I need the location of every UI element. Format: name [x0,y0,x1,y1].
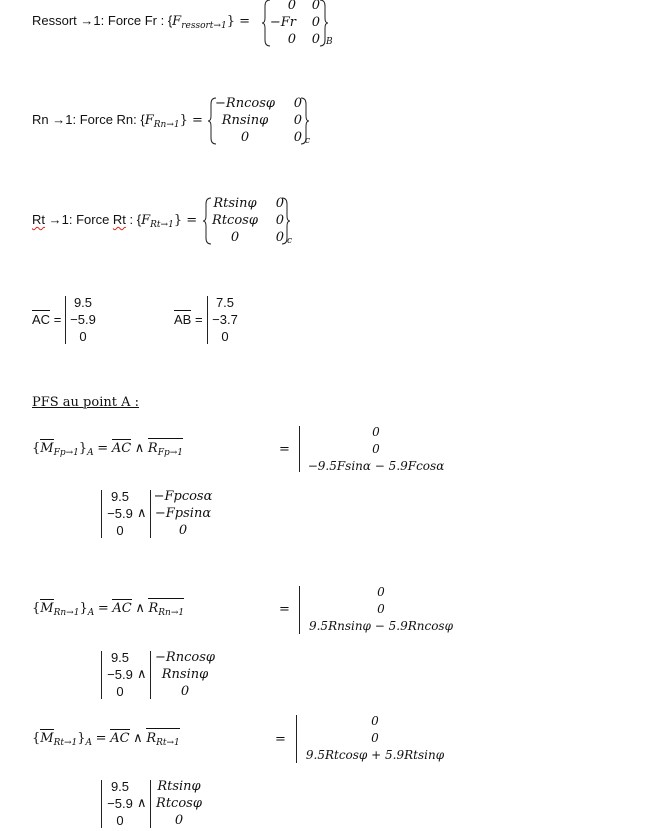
moment-fp-left-z: 0 [116,523,124,538]
moment-rn-right-x: −Rncosφ [155,650,215,665]
moment-rt-lhs: $\{M_{Rt\to 1}\}_A$ = AC ∧ $R_{Rt\to 1}$ [32,730,180,748]
moment-fp-left-x: 9.5 [110,489,130,504]
vector-ab-label [174,312,203,327]
moment-rt-right-y: Rtcosφ [156,796,202,811]
moment-rt-result-y: 0 [371,731,379,745]
rt-force-eq: } = [173,213,198,228]
moment-rn-left-col [103,649,137,700]
moment-rn-rsub: Rn→1 [158,608,185,618]
moment-rn-point: A [87,608,95,618]
rt-c1-r1: Rtsinφ [213,196,257,211]
vector-ac-y: −5.9 [70,312,96,327]
vector-ac-z: 0 [79,329,87,344]
moment-rn-r: R [148,601,159,616]
moment-rt-left-x: 9.5 [110,779,130,794]
rt-c2-r1: 0 [275,196,284,211]
moment-fp-right-col [152,488,214,539]
moment-fp-r: R [147,441,158,456]
moment-fp-point: A [87,448,94,458]
moment-rn-right-col [152,649,218,700]
moment-rt-result-z: 9.5Rtcosφ + 5.9Rtsinφ [305,748,445,762]
moment-rn-result-x: 0 [377,585,385,599]
ressort-col1 [268,0,296,48]
moment-fp-rsub: Fp→1 [157,448,183,458]
rt-force-symbol: F [141,213,151,228]
moment-fp-sub: Fp→1 [53,448,79,458]
moment-rt-right-z: 0 [174,813,184,828]
rn-force-title: 1: Force Rn: { [65,112,145,127]
moment-fp-cross: ∧ [137,506,147,521]
vector-ac-values [67,294,99,345]
moment-fp-m: M [40,441,54,456]
moment-rn-right-y: Rnsinφ [161,667,209,682]
moment-fp-result-bar [299,426,300,472]
rt-c1-r3: 0 [230,230,240,245]
ressort-c1-r1: 0 [287,0,296,13]
moment-fp-left-y: −5.9 [107,506,133,521]
moment-rn-wedge: ∧ [135,601,145,616]
rn-point: c [305,136,311,146]
rt-c2-r3: 0 [275,230,284,245]
moment-fp-eq1: = [97,441,109,456]
ressort-force-title: 1: Force Fr : { [93,13,173,28]
moment-rn-cross: ∧ [137,667,147,682]
vector-ac-bar [65,296,66,344]
moment-fp-eq2: = [279,442,290,457]
moment-rt-result [298,713,452,764]
moment-fp-result [301,424,451,475]
rn-label: Rn [32,112,49,127]
moment-rn-lhs: $\{M_{Rn\to 1}\}_A$ = AC ∧ $R_{Rn\to 1}$ [32,600,184,618]
rn-c1-r1: −Rncosφ [215,96,275,111]
vector-ac-label [32,312,61,327]
moment-rt-left-z: 0 [116,813,124,828]
vector-ac-x: 9.5 [73,295,93,310]
vector-ab-x: 7.5 [215,295,235,310]
rt-col1 [208,195,262,246]
moment-rt-rsub: Rt→1 [156,738,180,748]
moment-rn-left-bar [101,651,102,699]
moment-rt-left-col [103,778,137,829]
rt-force-line [32,212,197,230]
moment-fp-left-bar [101,490,102,538]
moment-fp-result-x: 0 [372,425,380,439]
moment-rn-sub: Rn→1 [53,608,80,618]
moment-rn-left-y: −5.9 [107,667,133,682]
rn-col1 [212,95,278,146]
rn-c1-r3: 0 [240,130,250,145]
rt-c1-r2: Rtcosφ [212,213,258,228]
moment-fp-right-z: 0 [178,523,188,538]
moment-rt-result-x: 0 [371,714,379,728]
vector-ab-y: −3.7 [212,312,238,327]
rn-force-eq: } = [179,113,203,128]
rn-c2-r1: 0 [293,96,302,111]
rn-force-line [32,112,203,130]
ressort-point: B [326,37,333,47]
ressort-force-sub: ressort→1 [181,21,227,31]
moment-rt-ac: AC [110,731,130,746]
moment-fp-left-col [103,488,137,539]
moment-rt-right-bar [150,780,151,828]
ressort-c2-r1: 0 [311,0,320,13]
moment-rn-left-x: 9.5 [110,650,130,665]
moment-rt-cross: ∧ [137,796,147,811]
moment-rt-r: R [146,731,157,746]
rn-c1-r2: Rnsinφ [221,113,269,128]
rt-label: Rt [32,212,45,227]
ressort-label: Ressort [32,13,77,28]
moment-rn-ac: AC [112,601,132,616]
vector-ab-values [209,294,241,345]
ressort-c1-r3: 0 [287,32,296,47]
moment-rn-right-bar [150,651,151,699]
rt-c2-r2: 0 [275,213,284,228]
moment-rn-m: M [40,601,54,616]
ressort-c2-r2: 0 [311,15,320,30]
moment-rt-m: M [40,731,54,746]
moment-rn-result-z: 9.5Rnsinφ − 5.9Rncosφ [308,619,453,633]
rt-force-word: Rt [112,212,126,227]
moment-fp-right-x: −Fpcosα [153,489,213,504]
pfs-heading: PFS au point A : [32,395,139,410]
ressort-c1-r2: −Fr [269,15,296,30]
moment-rt-point: A [85,738,93,748]
moment-rt-left-bar [101,780,102,828]
rt-point: c [287,236,293,246]
moment-fp-wedge: ∧ [134,441,145,456]
rn-force-symbol: F [144,113,154,128]
moment-rt-result-bar [296,715,297,763]
ressort-force-eq: } = [226,14,250,29]
vector-ab-eq: = [194,312,203,327]
vector-ab-bar [207,296,208,344]
rt-arrow: → [48,212,62,227]
moment-rn-eq2: = [279,602,290,617]
moment-rn-right-z: 0 [180,684,190,699]
rt-force-sub: Rt→1 [150,220,174,230]
moment-fp-right-y: −Fpsinα [154,506,212,521]
moment-rn-left-z: 0 [116,684,124,699]
vector-ac-eq: = [53,312,62,327]
moment-rt-right-x: Rtsinφ [157,779,201,794]
ressort-force-symbol: F [172,14,182,29]
vector-ab-z: 0 [221,329,229,344]
moment-rt-eq2: = [275,732,286,747]
rt-force-title: 1: Force [61,212,113,227]
moment-rn-result-bar [299,586,300,634]
moment-fp-ac: AC [111,441,132,456]
moment-rt-left-y: −5.9 [107,796,133,811]
rn-c2-r3: 0 [293,130,302,145]
moment-rt-right-col [152,778,206,829]
moment-fp-result-z: −9.5Fsinα − 5.9Fcosα [307,459,445,473]
ressort-arrow: → [80,13,94,28]
rn-arrow: → [52,112,66,127]
ressort-force-line [32,13,250,31]
moment-rt-wedge: ∧ [133,731,143,746]
moment-rn-result [301,584,461,635]
ressort-c2-r3: 0 [311,32,320,47]
moment-rn-eq1: = [97,601,109,616]
moment-rt-sub: Rt→1 [53,738,78,748]
rn-c2-r2: 0 [293,113,302,128]
moment-rt-eq1: = [95,731,107,746]
rn-force-sub: Rn→1 [153,120,180,130]
moment-rn-result-y: 0 [377,602,385,616]
vector-ab-name: AB [174,312,192,327]
rt-force-title2: : { [125,212,142,227]
moment-fp-right-bar [150,490,151,538]
vector-ac-name: AC [32,312,51,327]
moment-fp-lhs: $\{M_{Fp\to 1}\}_A$ = AC ∧ $R_{Fp\to 1}$ [32,440,183,458]
moment-fp-result-y: 0 [372,442,380,456]
